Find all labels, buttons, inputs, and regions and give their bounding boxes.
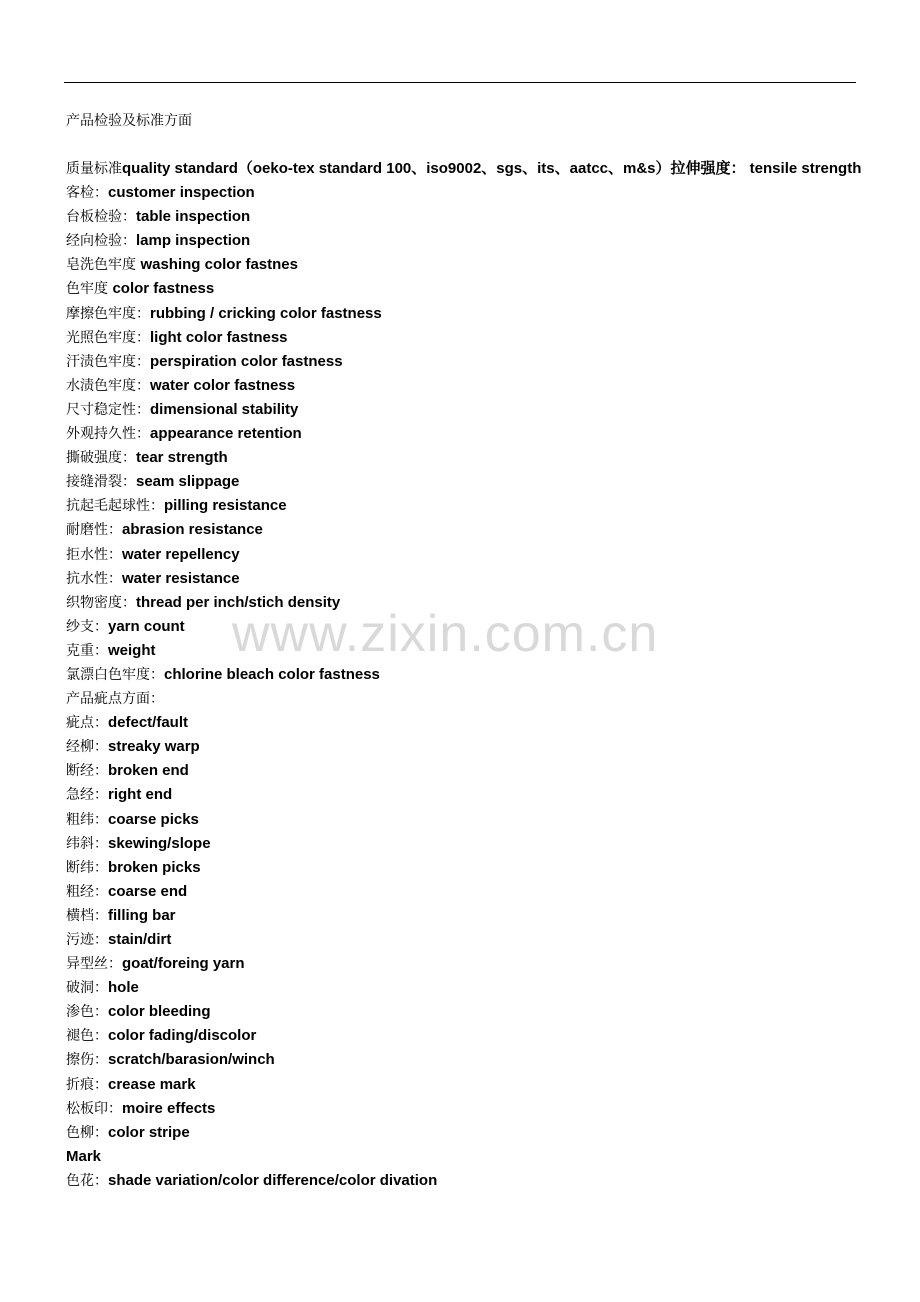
term-chinese: 外观持久性：	[66, 426, 150, 443]
glossary-line	[66, 231, 866, 255]
term-chinese: 折痕：	[66, 1076, 108, 1093]
glossary-line	[66, 400, 866, 424]
term-english: broken end	[108, 762, 189, 780]
term-chinese: 疵点：	[66, 715, 108, 732]
term-chinese: 色柳：	[66, 1124, 108, 1141]
glossary-line	[66, 834, 866, 858]
glossary-line	[66, 159, 866, 183]
term-chinese: 粗经：	[66, 883, 108, 900]
glossary-line	[66, 665, 866, 689]
glossary-line	[66, 1147, 866, 1171]
term-english: appearance retention	[150, 425, 302, 443]
term-chinese: 抗起毛起球性：	[66, 498, 164, 515]
term-english: pilling resistance	[164, 497, 287, 515]
glossary-line	[66, 617, 866, 641]
glossary-line	[66, 328, 866, 352]
term-chinese: 尺寸稳定性：	[66, 401, 150, 418]
glossary-line	[66, 1050, 866, 1074]
term-english: skewing/slope	[108, 834, 211, 852]
term-chinese: 摩擦色牢度：	[66, 305, 150, 322]
glossary-line	[66, 810, 866, 834]
term-english: lamp inspection	[136, 232, 251, 250]
glossary-line	[66, 882, 866, 906]
term-chinese: 耐磨性：	[66, 522, 122, 539]
glossary-line	[66, 858, 866, 882]
glossary-line	[66, 906, 866, 930]
term-chinese: 破洞：	[66, 980, 108, 997]
glossary-line	[66, 1075, 866, 1099]
term-english: seam slippage	[136, 473, 240, 491]
glossary-line	[66, 1099, 866, 1123]
term-english: water resistance	[122, 569, 240, 587]
glossary-line	[66, 713, 866, 737]
term-english: goat/foreing yarn	[122, 955, 245, 973]
term-english: coarse picks	[108, 810, 199, 828]
glossary-line	[66, 255, 866, 279]
term-english: color stripe	[108, 1123, 190, 1141]
term-chinese: 皂洗色牢度	[66, 257, 141, 274]
term-chinese: 急经：	[66, 787, 108, 804]
glossary-line	[66, 978, 866, 1002]
glossary-line	[66, 183, 866, 207]
term-english: abrasion resistance	[122, 521, 263, 539]
term-chinese: 客检：	[66, 185, 108, 202]
term-chinese: 断经：	[66, 763, 108, 780]
glossary-line	[66, 496, 866, 520]
term-english: table inspection	[136, 208, 251, 226]
term-english: tear strength	[136, 449, 228, 467]
term-english: shade variation/color difference/color divation	[108, 1171, 438, 1189]
term-chinese: 断纬：	[66, 859, 108, 876]
term-english: crease mark	[108, 1075, 196, 1093]
glossary-line	[66, 737, 866, 761]
term-chinese: 松板印：	[66, 1100, 122, 1117]
glossary-line	[66, 376, 866, 400]
term-chinese: 质量标准	[66, 161, 122, 177]
term-chinese: 色牢度	[66, 281, 113, 298]
glossary-line	[66, 1026, 866, 1050]
term-chinese: 汗渍色牢度：	[66, 353, 150, 370]
section-heading: 产品检验及标准方面	[66, 113, 192, 129]
term-english: washing color fastnes	[140, 256, 298, 274]
term-english: customer inspection	[108, 184, 255, 202]
term-english: streaky warp	[108, 738, 200, 756]
glossary-line	[66, 1123, 866, 1147]
term-chinese: 褪色：	[66, 1028, 108, 1045]
glossary-line	[66, 641, 866, 665]
glossary-line	[66, 785, 866, 809]
term-english: light color fastness	[150, 328, 288, 346]
term-english: water repellency	[122, 545, 240, 563]
glossary-line	[66, 424, 866, 448]
glossary-line	[66, 279, 866, 303]
glossary-line	[66, 593, 866, 617]
term-chinese: 粗纬：	[66, 811, 108, 828]
term-chinese: 产品疵点方面：	[66, 691, 164, 708]
glossary-line	[66, 689, 866, 713]
term-english: thread per inch/stich density	[136, 593, 341, 611]
term-english: moire effects	[122, 1099, 216, 1117]
term-chinese: 氯漂白色牢度：	[66, 666, 164, 683]
glossary-line	[66, 352, 866, 376]
header-rule	[64, 82, 856, 83]
term-chinese: 光照色牢度：	[66, 329, 150, 346]
watermark: www.zixin.com.cn	[232, 605, 659, 663]
glossary-line	[66, 569, 866, 593]
term-english: coarse end	[108, 882, 188, 900]
term-english: dimensional stability	[150, 400, 299, 418]
term-chinese: 横档：	[66, 907, 108, 924]
term-chinese: 抗水性：	[66, 570, 122, 587]
term-english: rubbing / cricking color fastness	[150, 304, 382, 322]
glossary-line	[66, 304, 866, 328]
glossary-line	[66, 207, 866, 231]
term-chinese: 台板检验：	[66, 209, 136, 226]
term-english: filling bar	[108, 906, 176, 924]
term-chinese: 纱支：	[66, 618, 108, 635]
term-chinese: 水渍色牢度：	[66, 377, 150, 394]
glossary-line	[66, 1171, 866, 1195]
term-chinese: 污迹：	[66, 932, 108, 948]
term-chinese: 经向检验：	[66, 233, 136, 250]
term-chinese: 织物密度：	[66, 594, 136, 611]
term-chinese: 擦伤：	[66, 1052, 108, 1069]
term-chinese: 接缝滑裂：	[66, 474, 136, 491]
term-english: color fastness	[112, 280, 215, 298]
term-english: color fading/discolor	[108, 1027, 257, 1045]
term-chinese: 异型丝：	[66, 956, 122, 973]
term-english: yarn count	[108, 617, 185, 635]
glossary-line	[66, 520, 866, 544]
glossary-line	[66, 545, 866, 569]
term-chinese: 色花：	[66, 1172, 108, 1189]
term-english: scratch/barasion/winch	[108, 1051, 275, 1069]
term-english: water color fastness	[150, 376, 296, 394]
term-chinese: 撕破强度：	[66, 450, 136, 467]
term-english: broken picks	[108, 858, 201, 876]
term-chinese: 克重：	[66, 642, 108, 659]
glossary-list	[66, 159, 866, 1195]
term-english: Mark	[66, 1147, 102, 1165]
glossary-line	[66, 930, 866, 954]
glossary-line	[66, 761, 866, 785]
term-chinese: 渗色：	[66, 1004, 108, 1021]
term-english: quality standard（oeko-tex standard 100、iso9002、sgs、its、aatcc、m&s）拉伸强度： tensile strength	[122, 160, 862, 177]
term-english: right end	[108, 786, 173, 804]
term-chinese: 经柳：	[66, 739, 108, 756]
term-english: stain/dirt	[108, 931, 172, 948]
glossary-line	[66, 448, 866, 472]
term-english: defect/fault	[108, 714, 189, 732]
term-chinese: 拒水性：	[66, 546, 122, 563]
term-chinese: 纬斜：	[66, 835, 108, 852]
term-english: color bleeding	[108, 1003, 211, 1021]
glossary-line	[66, 954, 866, 978]
glossary-line	[66, 1002, 866, 1026]
term-english: perspiration color fastness	[150, 352, 343, 370]
glossary-line	[66, 472, 866, 496]
term-english: weight	[108, 641, 156, 659]
term-english: chlorine bleach color fastness	[164, 665, 380, 683]
term-english: hole	[108, 979, 139, 997]
